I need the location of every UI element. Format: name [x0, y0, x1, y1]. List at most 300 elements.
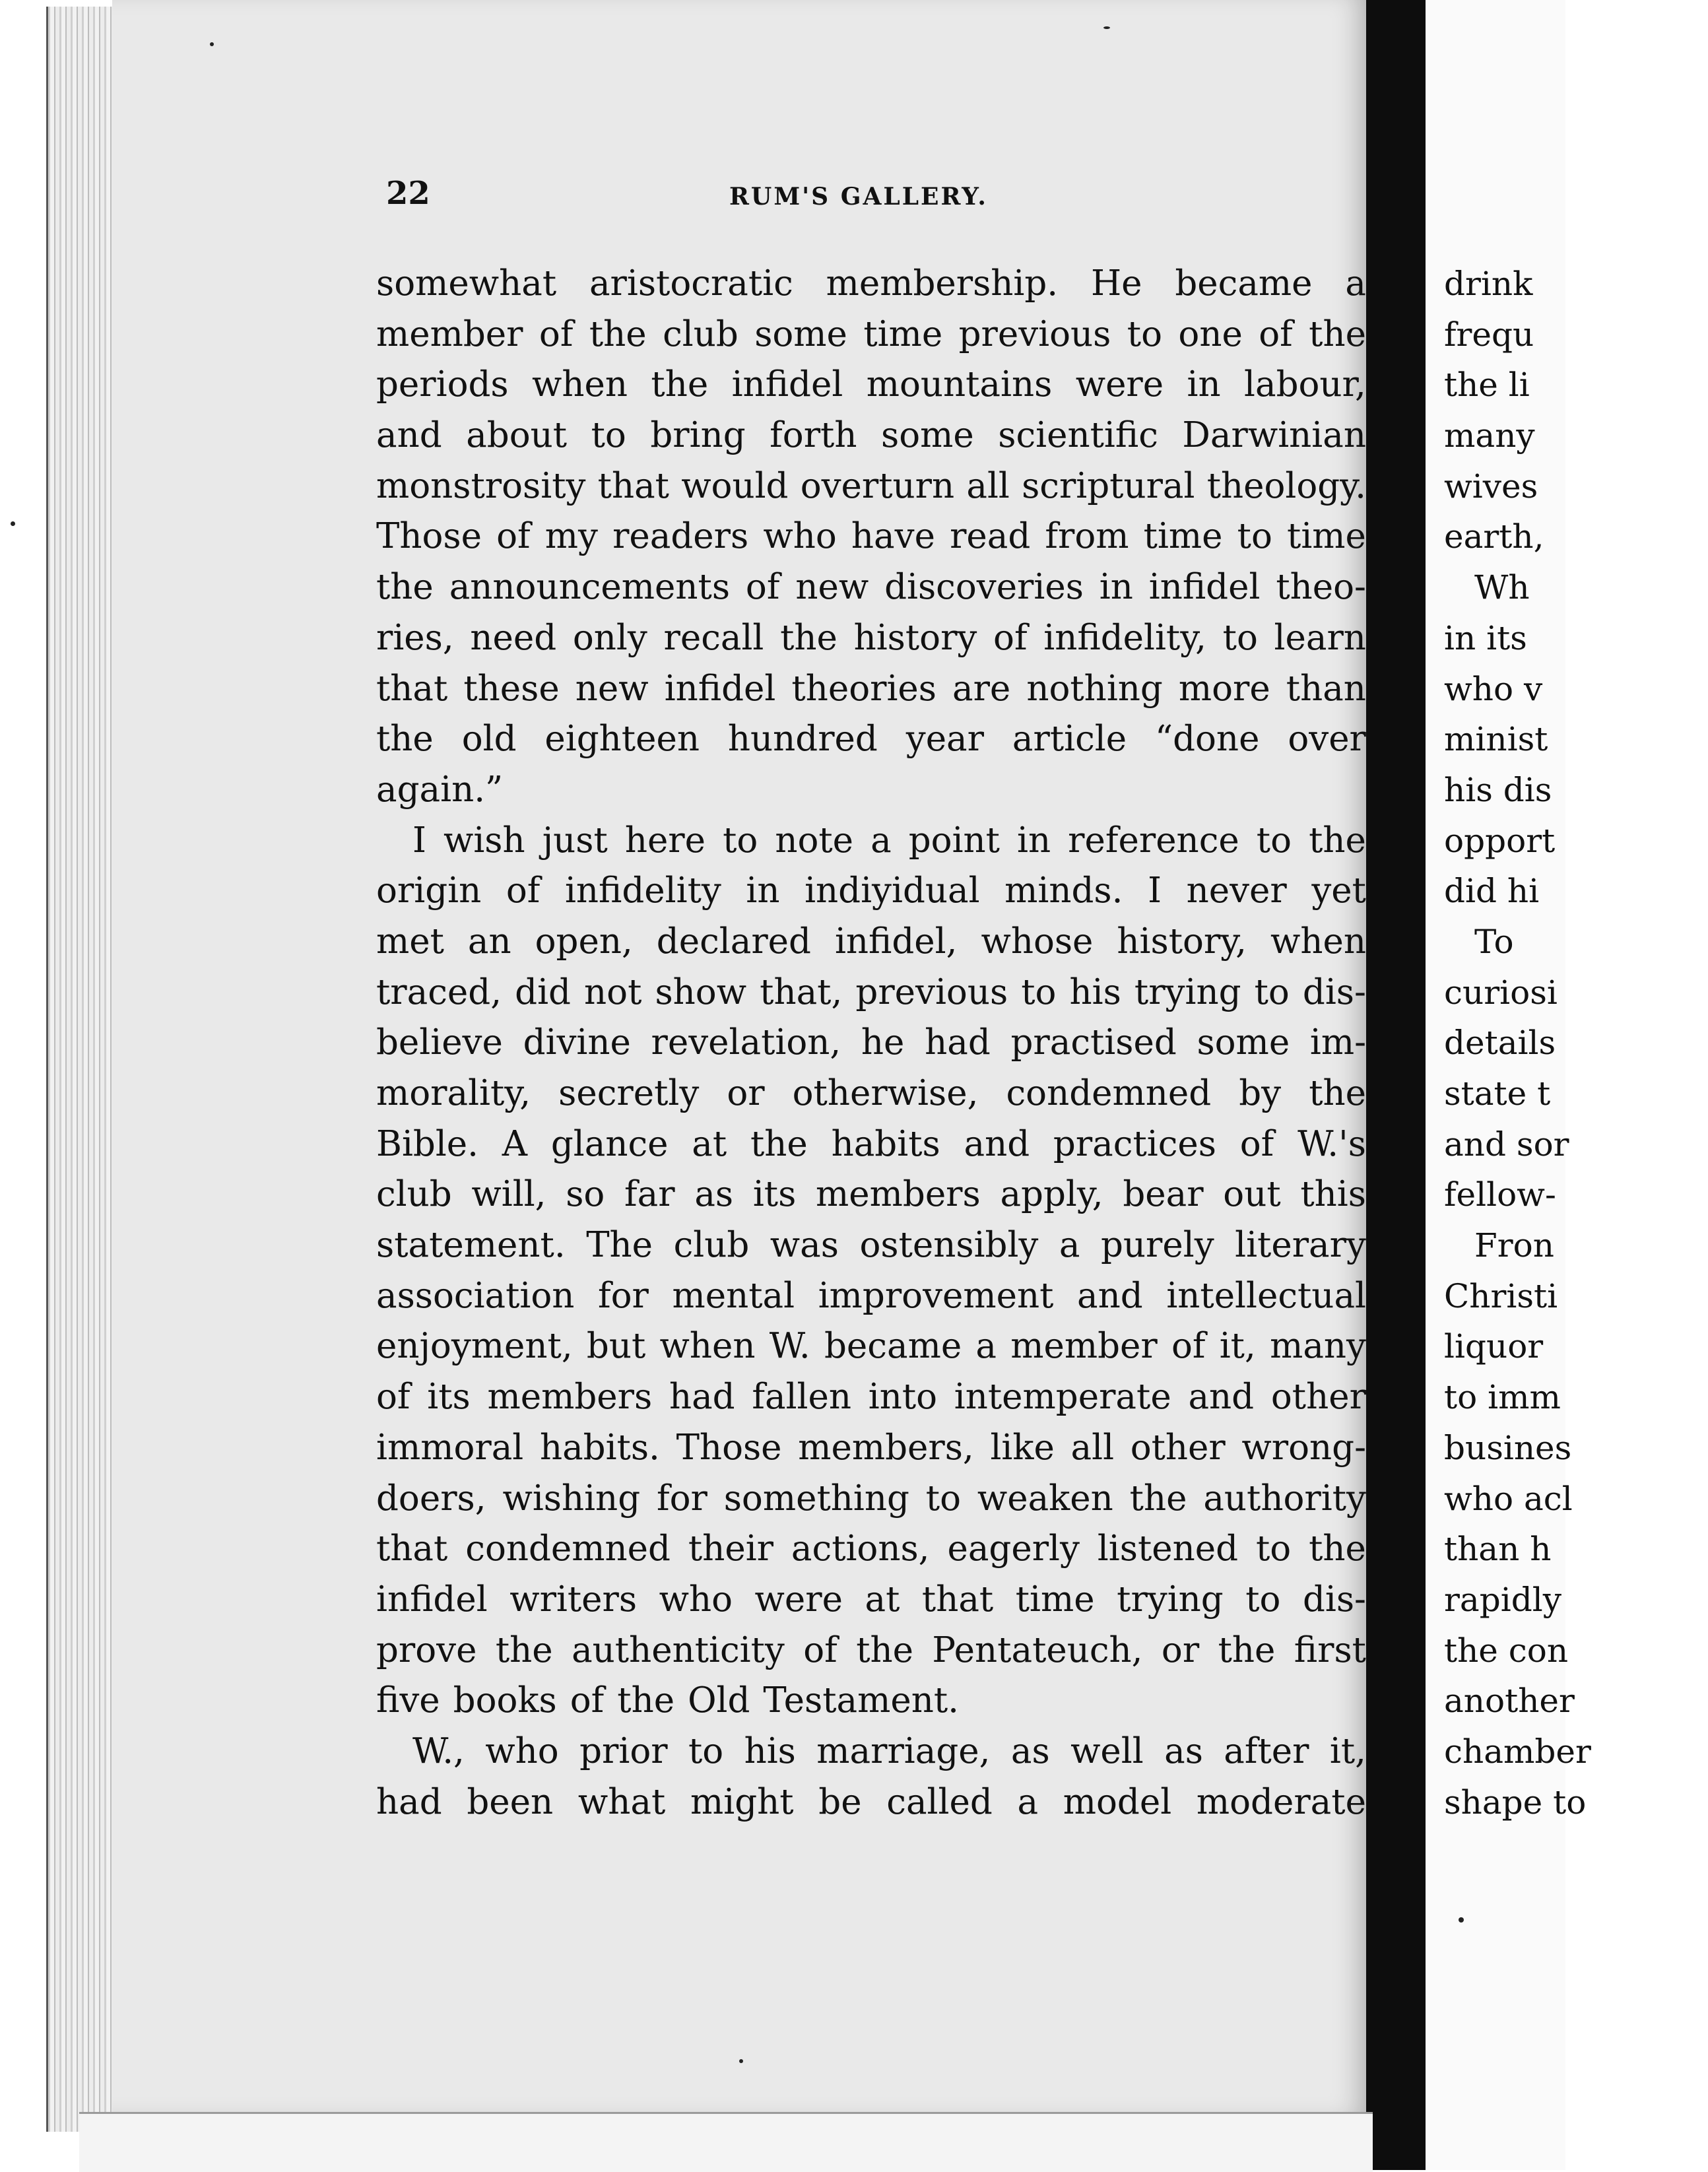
word: bring [650, 415, 746, 456]
word: and [964, 1123, 1030, 1164]
facing-text-line: who acl [1444, 1479, 1573, 1518]
word: doers, [376, 1478, 486, 1519]
speck [11, 521, 15, 526]
word: open, [535, 921, 633, 962]
word: an [467, 921, 511, 962]
word: some [754, 313, 847, 354]
facing-text-line: wives [1444, 467, 1538, 506]
running-title: RUM'S GALLERY. [729, 183, 988, 211]
word: after [1224, 1730, 1309, 1771]
word: otherwise, [792, 1073, 979, 1113]
word: fallen [752, 1377, 851, 1418]
word: to [688, 1730, 724, 1771]
text-line [376, 562, 1366, 613]
text-line [376, 917, 1366, 968]
word: old [461, 719, 517, 760]
word: previous [855, 971, 1008, 1012]
word: Old [688, 1680, 750, 1721]
word: Darwinian [1182, 415, 1366, 456]
text-line [376, 1169, 1366, 1220]
word: actions, [791, 1529, 930, 1569]
word: have [851, 516, 935, 557]
word: his [1069, 971, 1121, 1012]
text-line [376, 310, 1366, 360]
word: more [1178, 668, 1270, 709]
word: readers [612, 516, 749, 557]
word: whose [981, 921, 1094, 962]
word: but [586, 1326, 646, 1367]
facing-text-line: fellow- [1444, 1175, 1556, 1214]
speck [210, 42, 214, 46]
word: dis- [1302, 1579, 1366, 1620]
word: monstrosity [376, 465, 586, 506]
word: time [1287, 516, 1366, 557]
word: called [886, 1781, 993, 1822]
page-bottom-edge [79, 2112, 1373, 2172]
word: that, [760, 971, 843, 1012]
word: it, [1219, 1326, 1256, 1367]
text-line [376, 360, 1366, 411]
word: writers [509, 1579, 638, 1620]
word: like [990, 1427, 1055, 1468]
text-line [376, 259, 1366, 310]
text-line [376, 1321, 1366, 1372]
word: club [673, 1225, 750, 1266]
facing-text-line: to imm [1444, 1378, 1561, 1417]
word: divine [523, 1022, 631, 1063]
word: a [870, 820, 892, 861]
word: of [1239, 1123, 1274, 1164]
word: enjoyment, [376, 1326, 573, 1367]
word: by [1239, 1073, 1282, 1113]
text-line [376, 1423, 1366, 1474]
word: at [865, 1579, 900, 1620]
word: infidel [664, 668, 776, 709]
facing-text-line: and sor [1444, 1125, 1569, 1164]
word: glance [550, 1123, 669, 1164]
facing-text-line: rapidly [1444, 1580, 1561, 1619]
word: mental [672, 1275, 795, 1316]
word: minds. [1004, 871, 1123, 911]
facing-text-line: than h [1444, 1530, 1552, 1569]
word: infidel, [834, 921, 958, 962]
text-line [376, 1271, 1366, 1322]
word: that [376, 668, 448, 709]
word: other [1130, 1427, 1226, 1468]
facing-text-line: To [1474, 922, 1514, 961]
page-header [386, 175, 1376, 228]
word: time [863, 313, 943, 354]
word: the [1309, 820, 1366, 861]
speck [1103, 26, 1110, 29]
word: its [752, 1174, 797, 1215]
word: point [908, 820, 1000, 861]
text-line [376, 1220, 1366, 1271]
word: Those [676, 1427, 782, 1468]
word: something [723, 1478, 909, 1519]
word: reference [1068, 820, 1239, 861]
word: infidel [1148, 567, 1261, 608]
word: out [1223, 1174, 1281, 1215]
facing-text-line: the con [1444, 1631, 1569, 1670]
word: the [1129, 1478, 1187, 1519]
word: Bible. [376, 1123, 478, 1164]
word: theology. [1206, 465, 1366, 506]
word: when [532, 364, 628, 405]
word: in [746, 871, 780, 911]
facing-text-line: curiosi [1444, 973, 1558, 1012]
word: to [1245, 1579, 1281, 1620]
word: W., [412, 1730, 465, 1771]
word: practised [1010, 1022, 1177, 1063]
word: to [591, 415, 626, 456]
word: Those [376, 516, 482, 557]
word: ries, [376, 617, 454, 658]
word: club [376, 1174, 452, 1215]
facing-text-line: details [1444, 1024, 1556, 1063]
text-line [376, 1727, 1366, 1777]
word: in [1017, 820, 1051, 861]
word: to [1255, 1529, 1292, 1569]
word: over [1288, 719, 1366, 760]
word: and [1077, 1275, 1143, 1316]
word: here [624, 820, 706, 861]
word: ostensibly [859, 1225, 1039, 1266]
word: literary [1235, 1225, 1366, 1266]
word: first [1294, 1629, 1366, 1670]
facing-text-line: did hi [1444, 872, 1540, 911]
word: had [376, 1781, 442, 1822]
word: dis- [1302, 971, 1366, 1012]
word: was [770, 1225, 839, 1266]
facing-text-line: liquor [1444, 1327, 1544, 1366]
word: to [1256, 820, 1292, 861]
word: became [1175, 263, 1313, 304]
word: books [453, 1680, 557, 1721]
text-line [376, 411, 1366, 461]
word: of [539, 313, 574, 354]
word: He [1090, 263, 1142, 304]
word: only [572, 617, 647, 658]
speck [1459, 1917, 1464, 1923]
word: its [427, 1377, 471, 1418]
word: Testament. [763, 1680, 960, 1721]
word: the [495, 1629, 553, 1670]
word: theo- [1276, 567, 1366, 608]
word: to [1127, 313, 1162, 354]
text-line [376, 1575, 1366, 1626]
word: of [1171, 1326, 1206, 1367]
word: met [376, 921, 444, 962]
word: might [690, 1781, 794, 1822]
word: the [651, 364, 709, 405]
word: infidel [376, 1579, 488, 1620]
word: Pentateuch, [932, 1629, 1143, 1670]
page-number: 22 [386, 175, 430, 212]
text-line [376, 1626, 1366, 1676]
word: discoveries [884, 567, 1084, 608]
facing-text-line: another [1444, 1682, 1575, 1721]
word: scientific [998, 415, 1158, 456]
word: a [1059, 1225, 1080, 1266]
word: were [754, 1579, 843, 1620]
word: overturn [800, 465, 955, 506]
facing-text-line: Christi [1444, 1276, 1558, 1315]
word: mountains [866, 364, 1053, 405]
word: far [624, 1174, 675, 1215]
word: had [925, 1022, 991, 1063]
word: authenticity [572, 1629, 785, 1670]
word: indiyidual [805, 871, 980, 911]
word: club [663, 313, 739, 354]
body-text [376, 259, 1366, 1856]
word: to [1021, 971, 1057, 1012]
word: year [905, 719, 984, 760]
text-line [376, 816, 1366, 867]
text-line [376, 866, 1366, 917]
word: infidel [731, 364, 843, 405]
word: aristocratic [589, 263, 793, 304]
word: trying [1134, 971, 1241, 1012]
facing-text-line: shape to [1444, 1783, 1587, 1822]
word: would [681, 465, 789, 506]
word: who [485, 1730, 559, 1771]
word: eagerly [947, 1529, 1080, 1569]
word: of [745, 567, 780, 608]
text-line [376, 1474, 1366, 1525]
word: I [412, 820, 426, 861]
word: never [1186, 871, 1287, 911]
word: of [993, 617, 1028, 658]
word: so [566, 1174, 605, 1215]
word: or [1161, 1629, 1200, 1670]
word: scriptural [1022, 465, 1195, 506]
word: did [515, 971, 571, 1012]
word: who [763, 516, 837, 557]
facing-text-line: Wh [1474, 568, 1530, 607]
word: as [1010, 1730, 1050, 1771]
word: the [780, 617, 838, 658]
word: moderate [1196, 1781, 1366, 1822]
word: article [1012, 719, 1127, 760]
word: purely [1100, 1225, 1214, 1266]
word: a [975, 1326, 997, 1367]
word: of [506, 871, 541, 911]
word: to [723, 820, 758, 861]
text-line [376, 765, 1366, 816]
word: the [376, 567, 434, 608]
word: these [463, 668, 560, 709]
word: their [688, 1529, 773, 1569]
word: note [775, 820, 854, 861]
word: association [376, 1275, 575, 1316]
word: announcements [449, 567, 731, 608]
word: new [795, 567, 869, 608]
word: listened [1097, 1529, 1239, 1569]
word: forth [770, 415, 857, 456]
word: previous [958, 313, 1111, 354]
word: be [818, 1781, 862, 1822]
word: the [1309, 1073, 1366, 1113]
word: and [376, 415, 442, 456]
facing-text-line: earth, [1444, 517, 1544, 556]
word: prior [579, 1730, 668, 1771]
facing-text-line: busines [1444, 1428, 1572, 1467]
word: the [750, 1123, 808, 1164]
word: were [1075, 364, 1164, 405]
word: infidelity [564, 871, 721, 911]
word: all [1070, 1427, 1115, 1468]
word: habits. [539, 1427, 660, 1468]
word: of [803, 1629, 838, 1670]
facing-text-line: Fron [1474, 1226, 1554, 1265]
facing-text-line: frequ [1444, 315, 1534, 354]
text-line [376, 1676, 1366, 1727]
word: time [1015, 1579, 1095, 1620]
word: as [1164, 1730, 1203, 1771]
word: in [1099, 567, 1133, 608]
word: W.'s [1297, 1123, 1366, 1164]
word: members, [798, 1427, 974, 1468]
text-line [376, 1777, 1366, 1828]
word: time [1143, 516, 1223, 557]
facing-text-line: drink [1444, 265, 1533, 303]
facing-text-line: the li [1444, 366, 1530, 405]
text-line [376, 613, 1366, 664]
word: will, [471, 1174, 546, 1215]
text-line [376, 1524, 1366, 1575]
word: traced, [376, 971, 502, 1012]
word: members [816, 1174, 981, 1215]
word: from [1045, 516, 1129, 557]
text-line [376, 1018, 1366, 1069]
word: periods [376, 364, 509, 405]
word: The [586, 1225, 653, 1266]
word: many [1270, 1326, 1366, 1367]
word: what [577, 1781, 666, 1822]
word: this [1300, 1174, 1366, 1215]
word: and [1188, 1377, 1255, 1418]
word: his [744, 1730, 796, 1771]
word: somewhat [376, 263, 557, 304]
facing-text-line: in its [1444, 618, 1527, 657]
word: eighteen [544, 719, 700, 760]
facing-text-line: many [1444, 416, 1535, 455]
word: of [376, 1377, 411, 1418]
word: members [487, 1377, 653, 1418]
word: to [1254, 971, 1290, 1012]
word: infidelity, [1043, 617, 1206, 658]
word: all [966, 465, 1010, 506]
word: some [1197, 1022, 1290, 1063]
book-gutter [1366, 0, 1426, 2170]
word: learn [1274, 617, 1366, 658]
word: bear [1123, 1174, 1204, 1215]
text-line [376, 714, 1366, 765]
word: as [694, 1174, 734, 1215]
word: hundred [727, 719, 878, 760]
facing-text-line: opport [1444, 821, 1556, 860]
word: revelation, [651, 1022, 841, 1063]
word: had [669, 1377, 735, 1418]
word: history, [1117, 921, 1247, 962]
word: weaken [977, 1478, 1113, 1519]
facing-text-line: his dis [1444, 770, 1552, 809]
text-line [376, 511, 1366, 562]
word: nothing [1026, 668, 1163, 709]
word: at [692, 1123, 727, 1164]
word: wishing [502, 1478, 641, 1519]
word: prove [376, 1629, 477, 1670]
word: that [597, 465, 669, 506]
facing-text-line: minist [1444, 720, 1548, 759]
word: the [1309, 313, 1366, 354]
word: secretly [558, 1073, 700, 1113]
text-line [376, 461, 1366, 512]
word: trying [1117, 1579, 1224, 1620]
word: just [542, 820, 608, 861]
text-line [376, 1069, 1366, 1119]
word: condemned [1006, 1073, 1212, 1113]
speck [739, 2059, 743, 2063]
word: for [598, 1275, 649, 1316]
word: membership. [826, 263, 1059, 304]
word: authority [1203, 1478, 1366, 1519]
word: into [868, 1377, 938, 1418]
word: to [1222, 617, 1258, 658]
word: read [950, 516, 1031, 557]
word: of [1259, 313, 1293, 354]
word: recall [663, 617, 764, 658]
word: W. [769, 1326, 810, 1367]
word: theories [791, 668, 936, 709]
word: one [1178, 313, 1243, 354]
word: immoral [376, 1427, 524, 1468]
word: morality, [376, 1073, 531, 1113]
word: the [617, 1680, 675, 1721]
word: it, [1329, 1730, 1366, 1771]
word: marriage, [816, 1730, 991, 1771]
word: yet [1311, 871, 1366, 911]
word: been [467, 1781, 554, 1822]
word: some [881, 415, 974, 456]
word: need [470, 617, 557, 658]
word: practices [1053, 1123, 1216, 1164]
word: apply, [1000, 1174, 1103, 1215]
word: intellectual [1166, 1275, 1366, 1316]
word: that [921, 1579, 994, 1620]
word: the [1309, 1529, 1366, 1569]
word: intemperate [954, 1377, 1171, 1418]
text-line [376, 664, 1366, 715]
word: of [496, 516, 531, 557]
word: well [1070, 1730, 1144, 1771]
word: “done [1155, 719, 1260, 760]
word: about [466, 415, 568, 456]
text-line [376, 968, 1366, 1018]
word: declared [656, 921, 811, 962]
word: are [952, 668, 1011, 709]
word: to [1237, 516, 1272, 557]
text-line [376, 1119, 1366, 1170]
word: wrong- [1241, 1427, 1366, 1468]
word: A [502, 1123, 528, 1164]
word: a [1017, 1781, 1039, 1822]
word: habits [831, 1123, 940, 1164]
word: history [853, 617, 977, 658]
word: believe [376, 1022, 503, 1063]
word: the [1218, 1629, 1276, 1670]
